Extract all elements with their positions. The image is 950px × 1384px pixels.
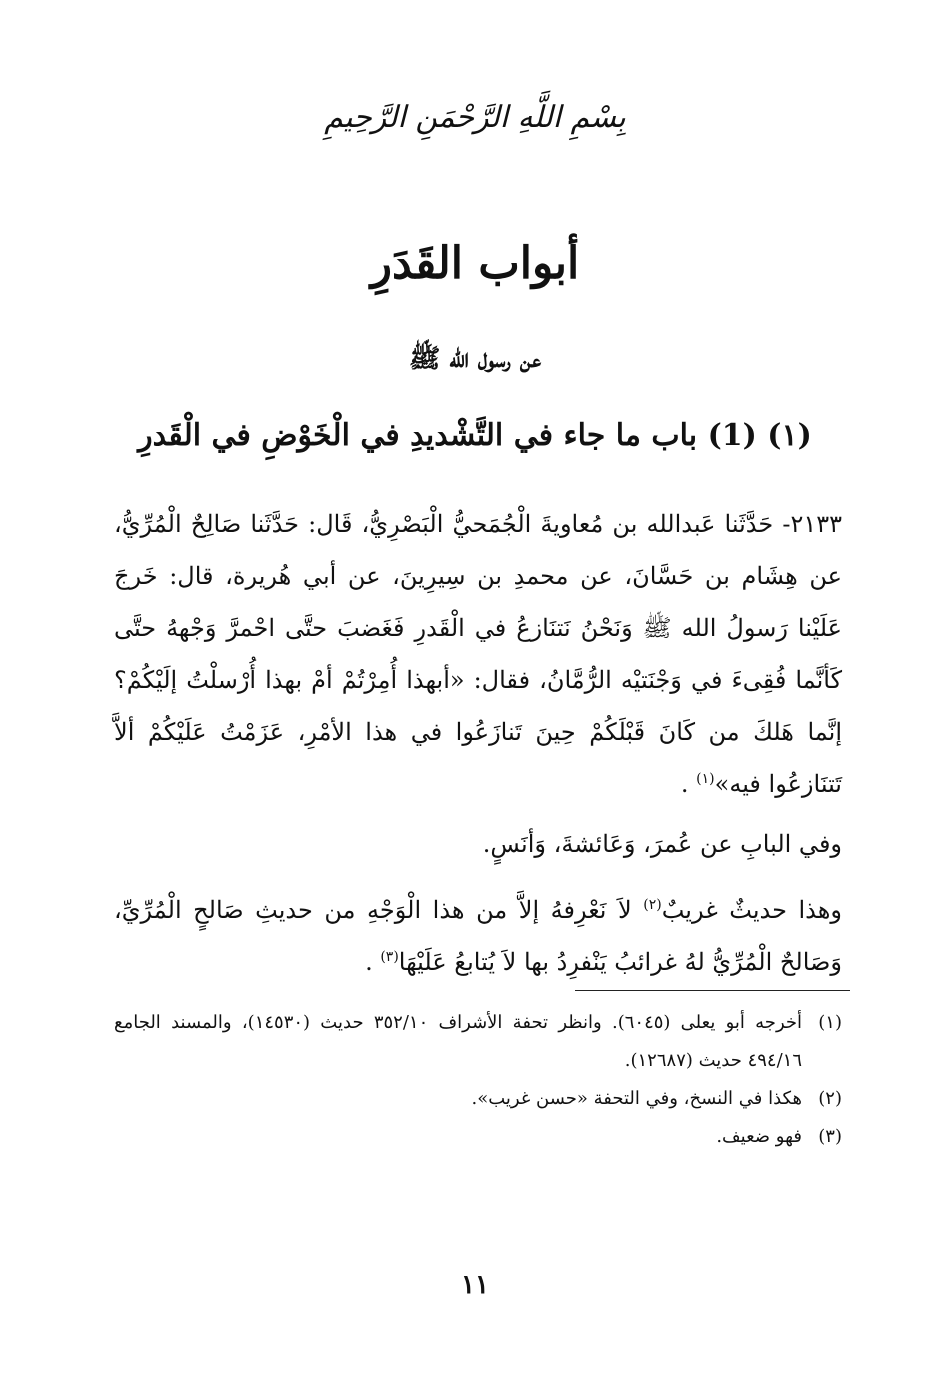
footnote-ref-2[interactable]: (٢)	[643, 897, 662, 913]
bab-title: (١) (1) باب ما جاء في التَّشْديدِ في الْخَوْضِ في الْقَدرِ	[138, 418, 812, 453]
grading-paragraph	[114, 884, 842, 988]
grading-text-2: لاَ نَعْرِفهُ إلاَّ من هذا الْوَجْهِ من حديثِ صَالحٍ الْمُرِّيِّ، وَصَالحٌ الْمُرِّيُّ لهُ غرائبُ يَنْفرِدُ بها لاَ يُتابعُ عَلَيْهَا	[114, 896, 842, 976]
hadith-end: .	[680, 770, 697, 798]
footnote-text: هكذا في النسخ، وفي التحفة «حسن غريب».	[471, 1088, 802, 1109]
fi-al-bab-paragraph: وفي البابِ عن عُمرَ، وَعَائشةَ، وَأنَسٍ.	[482, 830, 842, 858]
footnote-number: (٢)	[818, 1088, 842, 1109]
chapter-subtitle: عن رسول الله ﷺ	[408, 344, 542, 374]
footnote-divider	[575, 990, 850, 991]
footnote-text: أخرجه أبو يعلى (٦٠٤٥). وانظر تحفة الأشراف ٣٥٢/١٠ حديث (١٤٥٣٠)، والمسند الجامع ٤٩٤/١٦ حديث (١٢٦٨٧).	[114, 1012, 802, 1071]
hadith-text: ٢١٣٣- حَدَّثَنا عَبدالله بن مُعاويةَ الْجُمَحيُّ الْبَصْرِيُّ، قَال: حَدَّثَنا صَالِحٌ الْمُرِّيُّ، عن هِشَام بن حَسَّانَ، عن محمدِ بن سِيرِينَ، عن أبي هُريرة، قال: خَرجَ عَلَيْنا رَسولُ الله ﷺ وَنَحْنُ نَتنَازعُ في الْقَدرِ فَغَضبَ حتَّى احْمرَّ وَجْههُ حتَّى كَأنَّما فُقِىءَ في وَجْنَتيْه الرُّمَّانُ، فقال: «أبهذا أُمِرْتُمْ أمْ بهذا أُرْسلْتُ إلَيْكُمْ؟ إنَّما هَلكَ من كَانَ قَبْلَكُمْ حِينَ تَنازَعُوا في هذا الأمْرِ، عَزَمْتُ عَلَيْكُمْ ألاَّ تَتنَازعُوا فيه»	[114, 510, 842, 798]
chapter-title: أبواب القَدَرِ	[370, 238, 580, 289]
basmala-heading: بِسْمِ اللَّهِ الرَّحْمَنِ الرَّحِيمِ	[324, 100, 626, 135]
footnote-item	[114, 1004, 842, 1080]
grading-text-1: وهذا حديثٌ غريبٌ	[661, 896, 842, 924]
footnote-number: (١)	[818, 1012, 842, 1033]
grading-end: .	[365, 948, 381, 976]
footnotes-list	[114, 1004, 842, 1156]
footnote-number: (٣)	[818, 1126, 842, 1147]
footnote-text: فهو ضعيف.	[716, 1126, 802, 1147]
footnote-item	[114, 1118, 842, 1156]
page-number: ١١	[461, 1270, 489, 1300]
footnote-ref-3[interactable]: (٣)	[380, 949, 399, 965]
hadith-paragraph	[114, 498, 842, 810]
footnote-ref-1[interactable]: (١)	[696, 771, 715, 787]
footnote-item	[114, 1080, 842, 1118]
